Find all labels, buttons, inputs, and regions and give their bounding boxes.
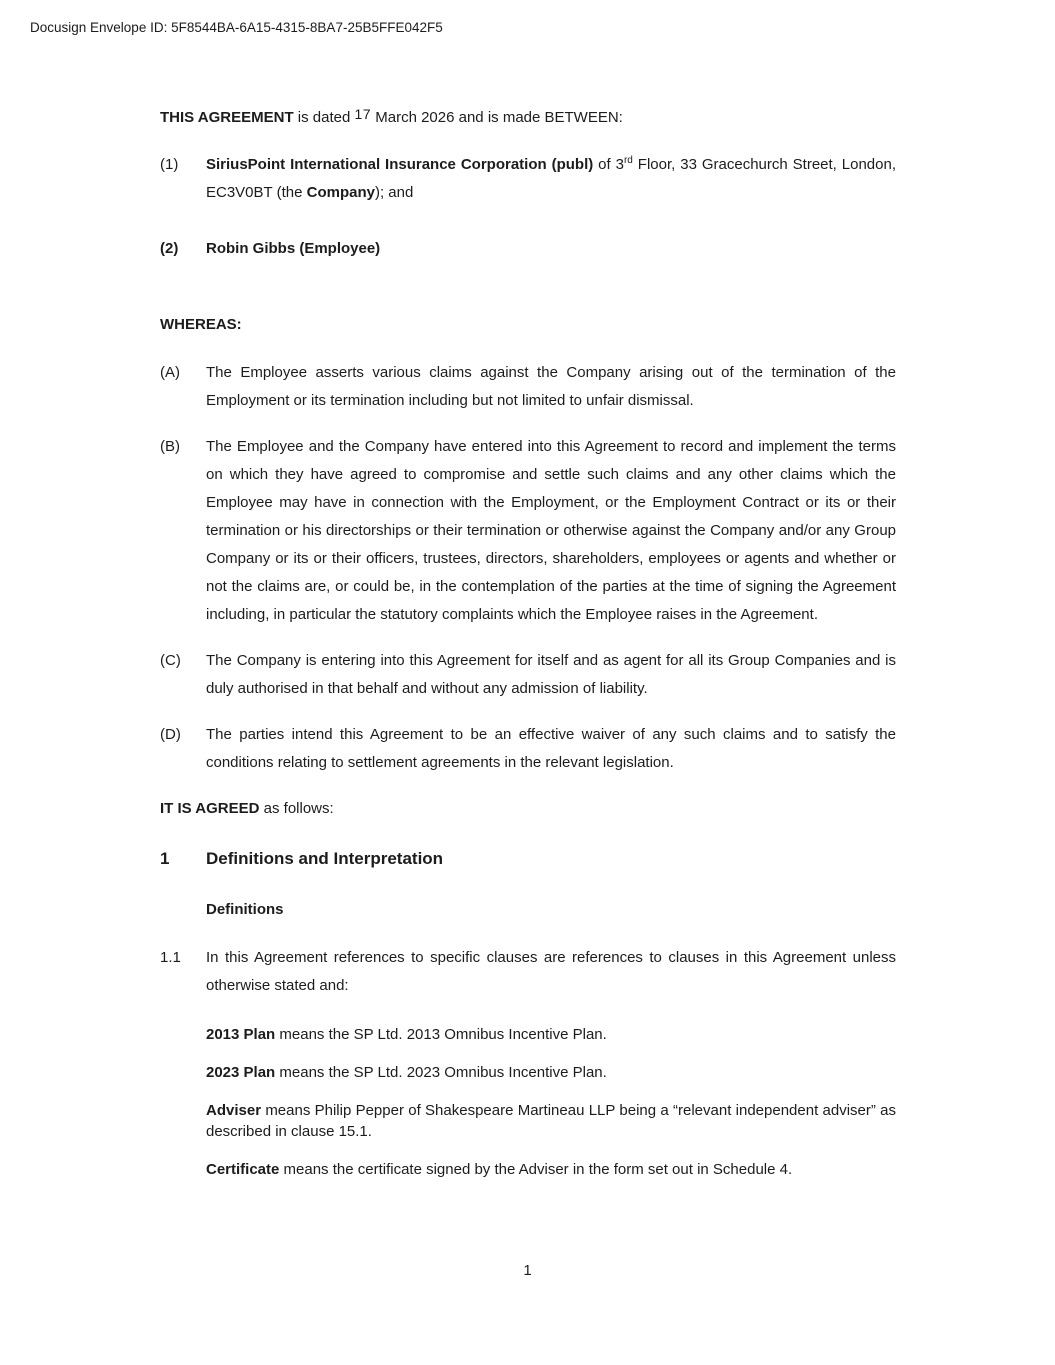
- section-1-heading: [160, 844, 896, 874]
- definition-text: means Philip Pepper of Shakespeare Martineau LLP being a “relevant independent adviser” as described in clause 15.1.: [206, 1102, 896, 1140]
- intro-rest-text: March 2026 and is made BETWEEN:: [371, 109, 623, 126]
- clause-1-1-number: 1.1: [160, 949, 181, 966]
- agreed-rest-text: as follows:: [259, 800, 334, 817]
- agreement-date-value: 17: [354, 106, 372, 122]
- agreement-intro: [160, 103, 896, 132]
- clause-1-1-text: In this Agreement references to specific clauses are references to clauses in this Agreement unless otherwise stated and:: [206, 949, 896, 994]
- recital-d-label: (D): [160, 726, 181, 743]
- page-number: 1: [523, 1262, 532, 1279]
- party-item-1: [160, 151, 896, 207]
- recital-d-text: The parties intend this Agreement to be an effective waiver of any such claims and to satisfy the conditions relating to settlement agreements in the relevant legislation.: [206, 726, 896, 771]
- definition-certificate: [206, 1159, 896, 1180]
- definition-text: means the SP Ltd. 2023 Omnibus Incentive Plan.: [275, 1064, 607, 1081]
- definition-2023-plan: [206, 1062, 896, 1083]
- agreed-bold-text: IT IS AGREED: [160, 800, 260, 817]
- document-body: [160, 103, 896, 1197]
- definition-adviser: [206, 1100, 896, 1142]
- definitions-subheading: Definitions: [206, 901, 284, 918]
- party-2-label: (2): [160, 240, 179, 257]
- recital-b-label: (B): [160, 438, 180, 455]
- recital-a-text: The Employee asserts various claims against the Company arising out of the termination of the Employment or its termination including but not limited to unfair dismissal.: [206, 364, 896, 409]
- definition-term: 2023 Plan: [206, 1064, 276, 1081]
- party-1-address: Floor, 33 Gracechurch Street, London, EC3V0BT (the: [206, 156, 897, 201]
- party-1-label: (1): [160, 156, 179, 173]
- recital-c-text: The Company is entering into this Agreement for itself and as agent for all its Group Companies and is duly authorised in that behalf and without any admission of liability.: [206, 652, 896, 697]
- party-item-2: [160, 235, 896, 263]
- definition-text: means the SP Ltd. 2013 Omnibus Incentive Plan.: [275, 1026, 607, 1043]
- party-1-end: ); and: [374, 184, 414, 201]
- intro-mid-text: is dated: [293, 109, 355, 126]
- definition-text: means the certificate signed by the Adviser in the form set out in Schedule 4.: [279, 1161, 793, 1178]
- party-1-company-defined-term: Company: [306, 184, 375, 201]
- party-1-after-name: of 3: [593, 156, 624, 173]
- clause-1-1: [160, 944, 896, 1000]
- ordinal-superscript: rd: [623, 155, 633, 166]
- party-1-text: [206, 151, 896, 207]
- recital-a: [160, 359, 896, 415]
- recital-b: [160, 433, 896, 629]
- it-is-agreed-line: [160, 795, 896, 823]
- section-1-title: Definitions and Interpretation: [206, 849, 444, 868]
- whereas-heading: WHEREAS:: [160, 316, 242, 333]
- intro-bold-text: THIS AGREEMENT: [160, 109, 294, 126]
- recital-c: [160, 647, 896, 703]
- recital-d: [160, 721, 896, 777]
- party-2-name: Robin Gibbs (Employee): [206, 240, 381, 257]
- recital-b-text: The Employee and the Company have entered into this Agreement to record and implement the terms on which they have agreed to compromise and settle such claims and any other claims which the Employee may have in connection with the Employment, or the Employment Contract or its or their termination or his directorships or their termination or otherwise against the Company and/or any Group Company or its or their officers, trustees, directors, shareholders, employees or agents and whether or not the claims are, or could be, in the contemplation of the parties at the time of signing the Agreement including, in particular the statutory complaints which the Employee raises in the Agreement.: [206, 438, 896, 623]
- party-1-name: SiriusPoint International Insurance Corporation (publ): [206, 156, 594, 173]
- definition-term: Certificate: [206, 1161, 280, 1178]
- definition-term: Adviser: [206, 1102, 262, 1119]
- definition-2013-plan: [206, 1024, 896, 1045]
- recital-c-label: (C): [160, 652, 181, 669]
- recital-a-label: (A): [160, 364, 180, 381]
- section-1-number: 1: [160, 849, 170, 868]
- definition-term: 2013 Plan: [206, 1026, 276, 1043]
- docusign-envelope-id: Docusign Envelope ID: 5F8544BA-6A15-4315-8BA7-25B5FFE042F5: [30, 20, 443, 35]
- party-2-text: [206, 235, 896, 263]
